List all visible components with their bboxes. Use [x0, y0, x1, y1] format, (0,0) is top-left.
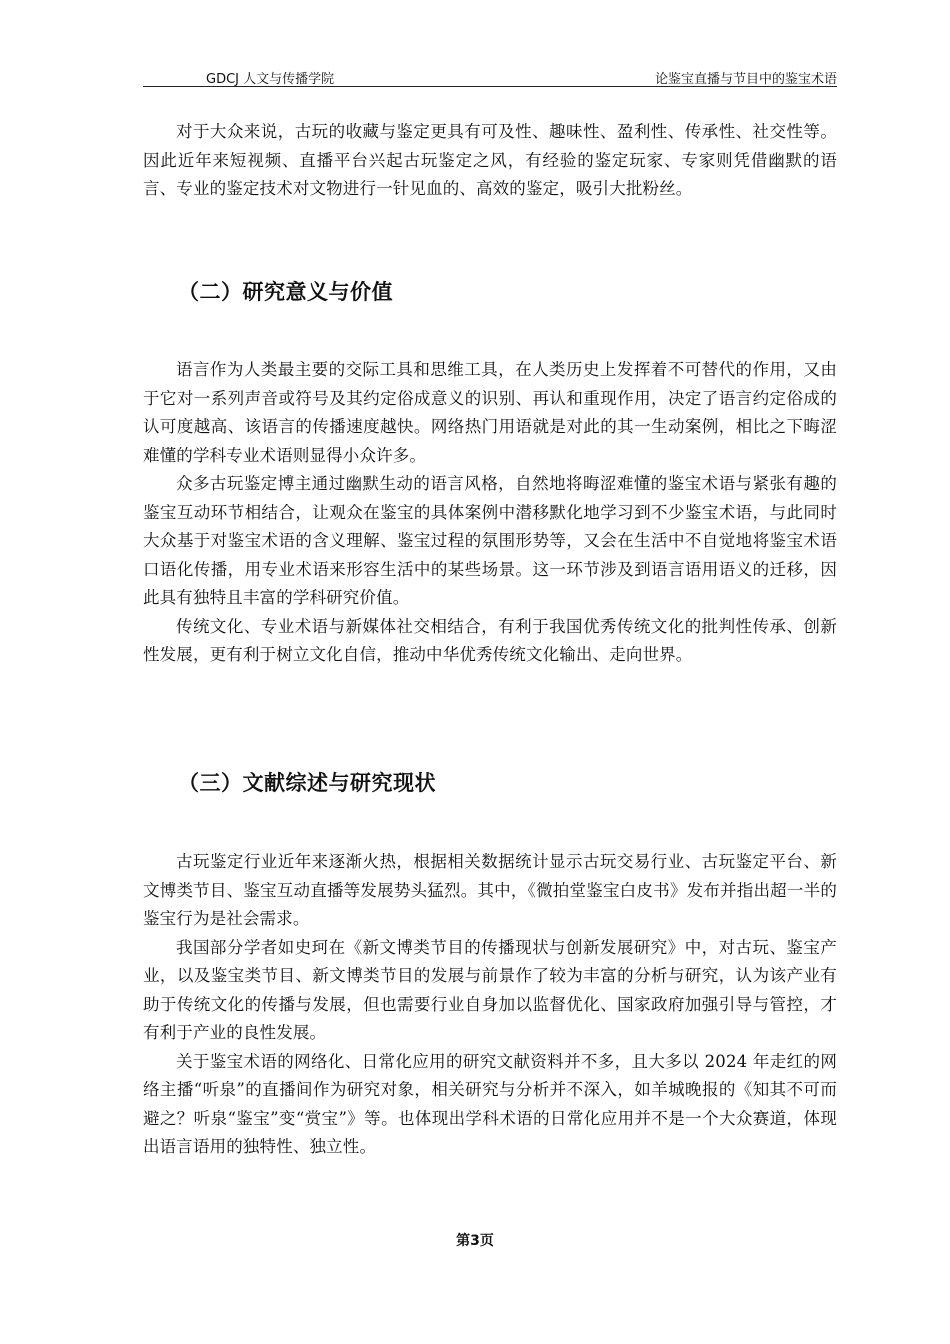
body-paragraph: 我国部分学者如史珂在《新文博类节目的传播现状与创新发展研究》中，对古玩、鉴宝产业，以及鉴宝类节目、新文博类节目的发展与前景作了较为丰富的分析与研究，认为该产业有助于传统文化的传播与发展，但也需要行业自身加以监督优化、国家政府加强引导与管控，才有利于产业的良性发展。 [143, 937, 837, 1042]
page-header [143, 64, 837, 87]
section-heading-significance: （二）研究意义与价值 [178, 280, 393, 304]
literature-review-section [143, 848, 837, 1162]
body-paragraph: 语言作为人类最主要的交际工具和思维工具，在人类历史上发挥着不可替代的作用，又由于它对一系列声音或符号及其约定俗成意义的识别、再认和重现作用，决定了语言约定俗成的认可度越高、该语言的传播速度越快。网络热门用语就是对此的其一生动案例，相比之下晦涩难懂的学科专业术语则显得小众许多。 [143, 360, 837, 465]
intro-paragraph: 对于大众来说，古玩的收藏与鉴定更具有可及性、趣味性、盈利性、传承性、社交性等。因此近年来短视频、直播平台兴起古玩鉴定之风，有经验的鉴定玩家、专家则凭借幽默的语言、专业的鉴定技术对文物进行一针见血的、高效的鉴定，吸引大批粉丝。 [143, 122, 837, 198]
body-paragraph: 古玩鉴定行业近年来逐渐火热，根据相关数据统计显示古玩交易行业、古玩鉴定平台、新文博类节目、鉴宝互动直播等发展势头猛烈。其中，《微拍堂鉴宝白皮书》发布并指出超一半的鉴宝行为是社会需求。 [143, 852, 837, 928]
section-heading-literature-review: （三）文献综述与研究现状 [178, 771, 436, 795]
significance-section [143, 356, 837, 670]
body-paragraph: 传统文化、专业术语与新媒体社交相结合，有利于我国优秀传统文化的批判性传承、创新性发展，更有利于树立文化自信，推动中华优秀传统文化输出、走向世界。 [143, 616, 837, 664]
body-paragraph: 众多古玩鉴定博主通过幽默生动的语言风格，自然地将晦涩难懂的鉴宝术语与紧张有趣的鉴宝互动环节相结合，让观众在鉴宝的具体案例中潜移默化地学习到不少鉴宝术语，与此同时大众基于对鉴宝术语的含义理解、鉴宝过程的氛围形势等，又会在生活中不自觉地将鉴宝术语口语化传播，用专业术语来形容生活中的某些场景。这一环节涉及到语言语用语义的迁移，因此具有独特且丰富的学科研究价值。 [143, 474, 837, 607]
body-paragraph: 关于鉴宝术语的网络化、日常化应用的研究文献资料并不多，且大多以 2024 年走红的网络主播“听泉”的直播间作为研究对象，相关研究与分析并不深入，如羊城晚报的《知其不可而避之？听泉“鉴宝”变“赏宝”》等。也体现出学科术语的日常化应用并不是一个大众赛道，体现出语言语用的独特性、独立性。 [143, 1051, 837, 1156]
intro-section [143, 118, 837, 204]
header-paper-title: 论鉴宝直播与节目中的鉴宝术语 [654, 72, 837, 87]
page-number: 第3页 [456, 1233, 494, 1249]
header-institution: GDCJ 人文与传播学院 [206, 72, 335, 87]
